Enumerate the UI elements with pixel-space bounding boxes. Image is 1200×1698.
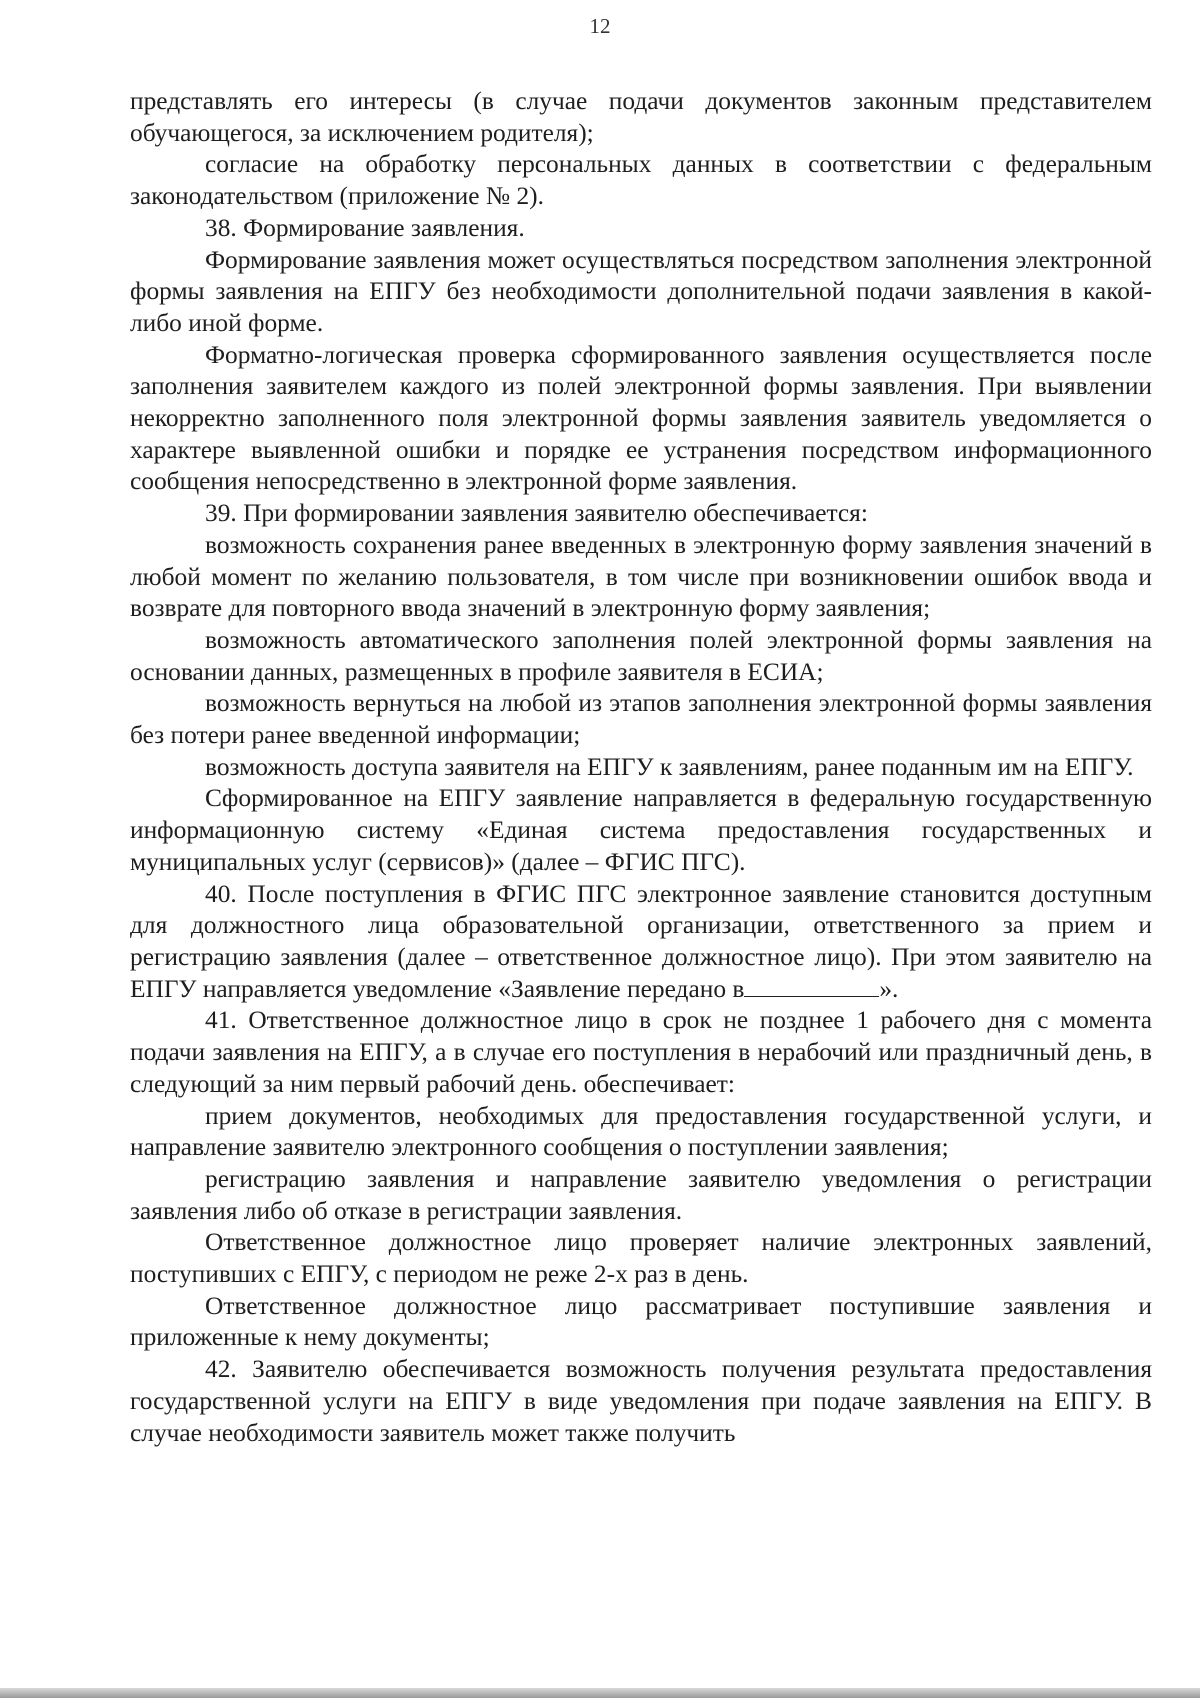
paragraph: Ответственное должностное лицо проверяет наличие электронных заявлений, поступивших с ЕПГУ, с периодом не реже 2-х раз в день. [130,1228,1152,1289]
paragraph: регистрацию заявления и направление заявителю уведомления о регистрации заявления либо об отказе в регистрации заявления. [130,1164,1152,1225]
paragraph: возможность автоматического заполнения полей электронной формы заявления на основании данных, размещенных в профиле заявителя в ЕСИА; [130,625,1152,686]
paragraph: возможность вернуться на любой из этапов заполнения электронной формы заявления без потери ранее введенной информации; [130,689,1152,750]
page-number: 12 [589,14,611,38]
paragraph: возможность сохранения ранее введенных в электронную форму заявления значений в любой момент по желанию пользователя, в том числе при возникновении ошибок ввода и возврате для повторного ввода значений в электронную форму заявления; [130,530,1152,623]
paragraph-text: 40. После поступления в ФГИС ПГС электронное заявление становится доступным для должностного лица образовательной организации, ответственного за прием и регистрацию заявления (далее – ответственное должностное лицо). При этом заявителю на ЕПГУ направляется уведомление «Заявление передано в [130,879,1152,1003]
scan-edge [0,1688,1200,1698]
paragraph: Форматно-логическая проверка сформированного заявления осуществляется после заполнения заявителем каждого из полей электронной формы заявления. При выявлении некорректно заполненного поля электронной формы заявления заявитель уведомляется о характере выявленной ошибки и порядке ее устранения посредством информационного сообщения непосредственно в электронной форме заявления. [130,340,1152,496]
paragraph: возможность доступа заявителя на ЕПГУ к заявлениям, ранее поданным им на ЕПГУ. [205,752,1134,781]
paragraph: 41. Ответственное должностное лицо в срок не позднее 1 рабочего дня с момента подачи заявления на ЕПГУ, а в случае его поступления в нерабочий или праздничный день, в следующий за ним первый рабочий день. обеспечивает: [130,1006,1152,1098]
paragraph: 39. При формировании заявления заявителю обеспечивается: [205,499,868,528]
paragraph: согласие на обработку персональных данных в соответствии с федеральным законодательством (приложение № 2). [130,150,1152,211]
paragraph: Ответственное должностное лицо рассматривает поступившие заявления и приложенные к нему документы; [130,1291,1152,1352]
paragraph: представлять его интересы (в случае подачи документов законным представителем обучающегося, за исключением родителя); [130,87,1152,147]
paragraph: прием документов, необходимых для предоставления государственной услуги, и направление заявителю электронного сообщения о поступлении заявления; [130,1101,1152,1162]
paragraph: Формирование заявления может осуществляться посредством заполнения электронной формы заявления на ЕПГУ без необходимости дополнительной подачи заявления в какой-либо иной форме. [130,245,1152,337]
document-body [130,86,1152,1449]
paragraph: Сформированное на ЕПГУ заявление направляется в федеральную государственную информационную систему «Единая система предоставления государственных и муниципальных услуг (сервисов)» (далее – ФГИС ПГС). [130,784,1152,876]
paragraph: 42. Заявителю обеспечивается возможность получения результата предоставления государственной услуги на ЕПГУ в виде уведомления при подаче заявления на ЕПГУ. В случае необходимости заявитель может также получить [130,1355,1152,1447]
paragraph: 38. Формирование заявления. [205,213,525,242]
paragraph-with-blank [130,879,1152,1006]
paragraph-tail: ». [879,974,899,1003]
fill-in-blank [744,995,879,997]
